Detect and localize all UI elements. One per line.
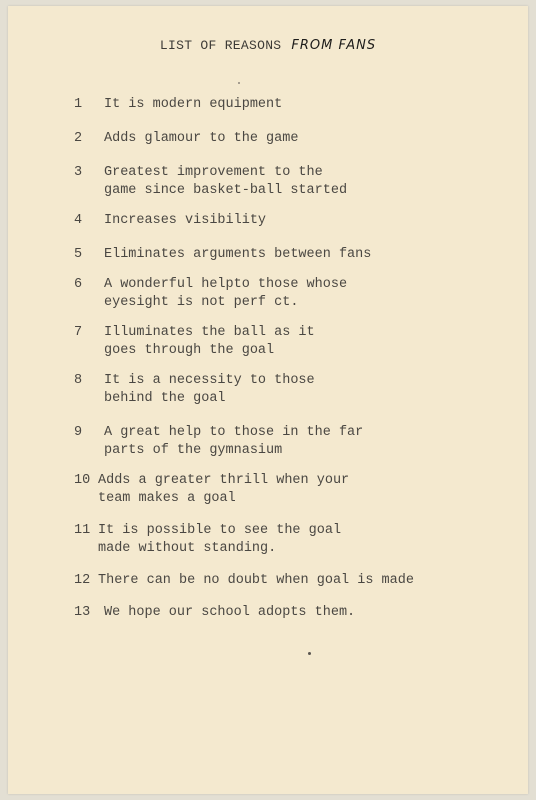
item-number: 5 — [74, 247, 83, 262]
item-number: 8 — [74, 373, 83, 388]
title-handwritten-text: FROM FANS — [291, 38, 377, 53]
item-number: 11 — [74, 523, 91, 538]
item-text: Adds a greater thrill when your team makes a goal — [98, 473, 350, 506]
item-text: A great help to those in the far parts of the gymnasium — [104, 425, 364, 458]
item-text: Greatest improvement to the game since basket-ball started — [104, 165, 348, 198]
ink-speck — [308, 652, 311, 655]
item-text: It is a necessity to those behind the goal — [104, 373, 315, 406]
item-text: Adds glamour to the game — [104, 131, 299, 146]
reasons-list — [8, 6, 528, 794]
item-text: Eliminates arguments between fans — [104, 247, 372, 262]
ink-speck — [238, 82, 240, 84]
item-text: We hope our school adopts them. — [104, 605, 356, 620]
item-text: A wonderful helpto those whose eyesight is not perf ct. — [104, 277, 348, 310]
item-number: 10 — [74, 473, 91, 488]
item-text: It is possible to see the goal made without standing. — [98, 523, 342, 556]
item-number: 12 — [74, 573, 91, 588]
item-text: Increases visibility — [104, 213, 267, 228]
item-text: It is modern equipment — [104, 97, 283, 112]
item-number: 3 — [74, 165, 83, 180]
item-text: There can be no doubt when goal is made — [98, 573, 414, 588]
item-number: 9 — [74, 425, 83, 440]
typed-document-page — [8, 6, 528, 794]
item-number: 1 — [74, 97, 83, 112]
item-number: 4 — [74, 213, 83, 228]
item-number: 13 — [74, 605, 91, 620]
item-number: 6 — [74, 277, 83, 292]
item-number: 7 — [74, 325, 83, 340]
item-number: 2 — [74, 131, 83, 146]
item-text: Illuminates the ball as it goes through the goal — [104, 325, 315, 358]
title-typed-text: LIST OF REASONS — [159, 38, 282, 53]
